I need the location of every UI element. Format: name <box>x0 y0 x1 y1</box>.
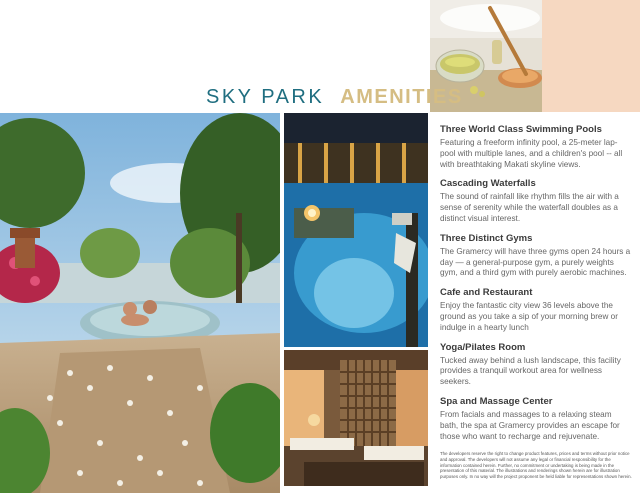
pool-night-illustration <box>284 113 428 347</box>
title-sky-park: SKY PARK <box>206 86 325 108</box>
garden-jacuzzi-illustration <box>0 113 280 493</box>
pool-night-photo <box>284 113 428 347</box>
title-amenities: AMENITIES <box>340 86 463 108</box>
garden-jacuzzi-photo <box>0 113 280 493</box>
amenity-description: Tucked away behind a lush landscape, this facility provides a tranquil workout area for wellness seekers. <box>440 355 621 387</box>
amenity-title: Three Distinct Gyms <box>440 232 533 244</box>
amenity-yoga-pilates <box>440 342 632 388</box>
amenity-title: Spa and Massage Center <box>440 395 553 407</box>
amenity-waterfalls <box>440 178 632 224</box>
legal-disclaimer: The developers reserve the right to change product features, prices and terms without prior notice and approval. The developers will not assume any legal or financial responsibility for the information contained herein. Further, no commitment or undertaking is being made in the presentation of this material. The illustrations and renderings shown herein are for illustration purposes only. In no way will the project proponent be held liable for representations shown herein. <box>440 451 632 480</box>
amenity-title: Three World Class Swimming Pools <box>440 124 602 135</box>
amenity-cafe-restaurant <box>440 287 632 333</box>
amenities-list <box>440 124 632 450</box>
amenity-title: Cascading Waterfalls <box>440 178 536 190</box>
amenity-description: The Gramercy will have three gyms open 24 hours a day — a general-purpose gym, a purely weights gym, and a third gym with purely aerobic machines. <box>440 246 631 278</box>
amenity-description: Enjoy the fantastic city view 36 levels above the ground as you take a sip of your morning brew or indulge in a hearty lunch <box>440 301 618 332</box>
amenity-description: The sound of rainfall like rhythm fills the air with a sense of serenity while the waterfall doubles as a distinct visual interest. <box>440 192 619 223</box>
decorative-peach-block <box>542 0 640 112</box>
amenity-swimming-pools <box>440 124 632 170</box>
spa-room-illustration <box>284 350 428 486</box>
spa-room-photo <box>284 350 428 486</box>
amenity-spa-massage <box>440 396 632 442</box>
amenity-description: Featuring a freeform infinity pool, a 25-meter lap-pool with multiple lanes, and a children's pool -- all with breathtaking Makati skyline views. <box>440 138 623 169</box>
amenity-title: Yoga/Pilates Room <box>440 341 526 353</box>
amenity-gyms <box>440 233 632 279</box>
page-title <box>206 86 463 109</box>
amenity-description: From facials and massages to a relaxing steam bath, the spa at Gramercy provides an escape for those who want to recharge and rejuvenate. <box>440 409 620 441</box>
amenity-title: Cafe and Restaurant <box>440 287 533 299</box>
